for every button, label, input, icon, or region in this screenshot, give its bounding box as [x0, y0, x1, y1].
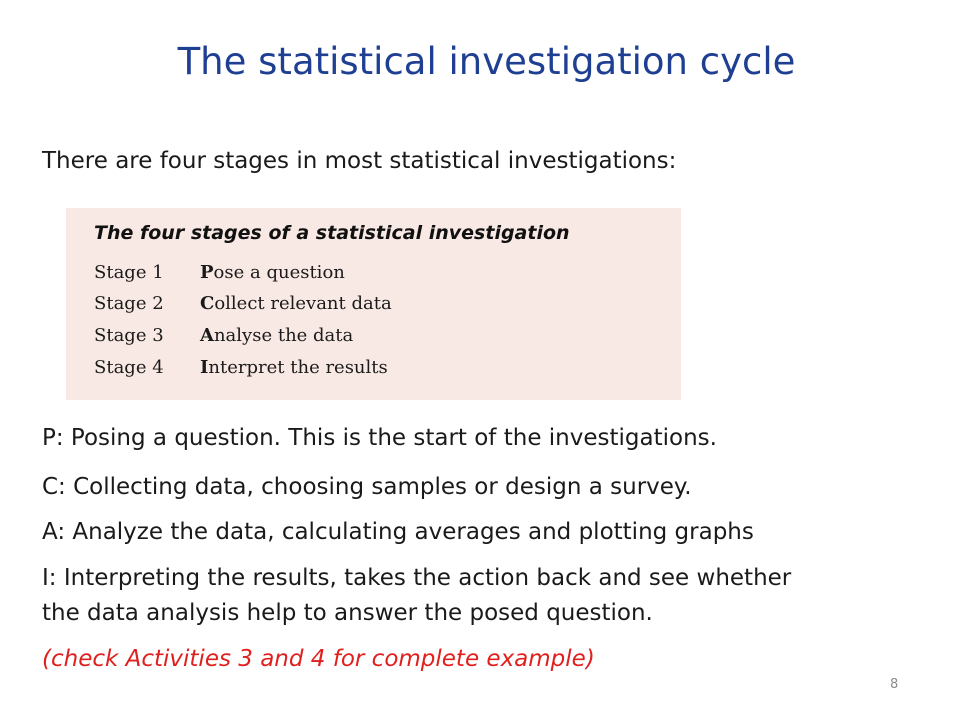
stage-label: Stage 4 [94, 357, 164, 378]
stage-description: ose a question [213, 262, 345, 283]
stage-description: nalyse the data [213, 325, 354, 346]
stage-initial: P [200, 262, 214, 283]
point-interpreting-continued: the data analysis help to answer the posed question. [42, 600, 653, 626]
stage-label: Stage 3 [94, 325, 164, 346]
stage-initial: I [200, 357, 209, 378]
table-row [94, 262, 345, 283]
stage-description: ollect relevant data [214, 293, 392, 314]
table-heading: The four stages of a statistical investigation [94, 222, 570, 244]
slide-title: The statistical investigation cycle [177, 40, 796, 83]
stage-label: Stage 1 [94, 262, 164, 283]
stages-table [66, 208, 681, 400]
stage-label: Stage 2 [94, 293, 164, 314]
point-posing: P: Posing a question. This is the start of the investigations. [42, 425, 717, 451]
point-interpreting: I: Interpreting the results, takes the action back and see whether [42, 565, 792, 591]
table-row [94, 293, 392, 314]
stage-description: nterpret the results [208, 357, 388, 378]
table-row [94, 325, 353, 346]
stage-initial: C [200, 293, 215, 314]
page-number: 8 [890, 677, 899, 692]
stage-initial: A [200, 325, 214, 346]
table-row [94, 357, 388, 378]
point-analyze: A: Analyze the data, calculating averages and plotting graphs [42, 519, 754, 545]
intro-text: There are four stages in most statistical investigations: [42, 148, 677, 174]
activities-note: (check Activities 3 and 4 for complete example) [42, 646, 595, 672]
point-collecting: C: Collecting data, choosing samples or design a survey. [42, 474, 692, 500]
